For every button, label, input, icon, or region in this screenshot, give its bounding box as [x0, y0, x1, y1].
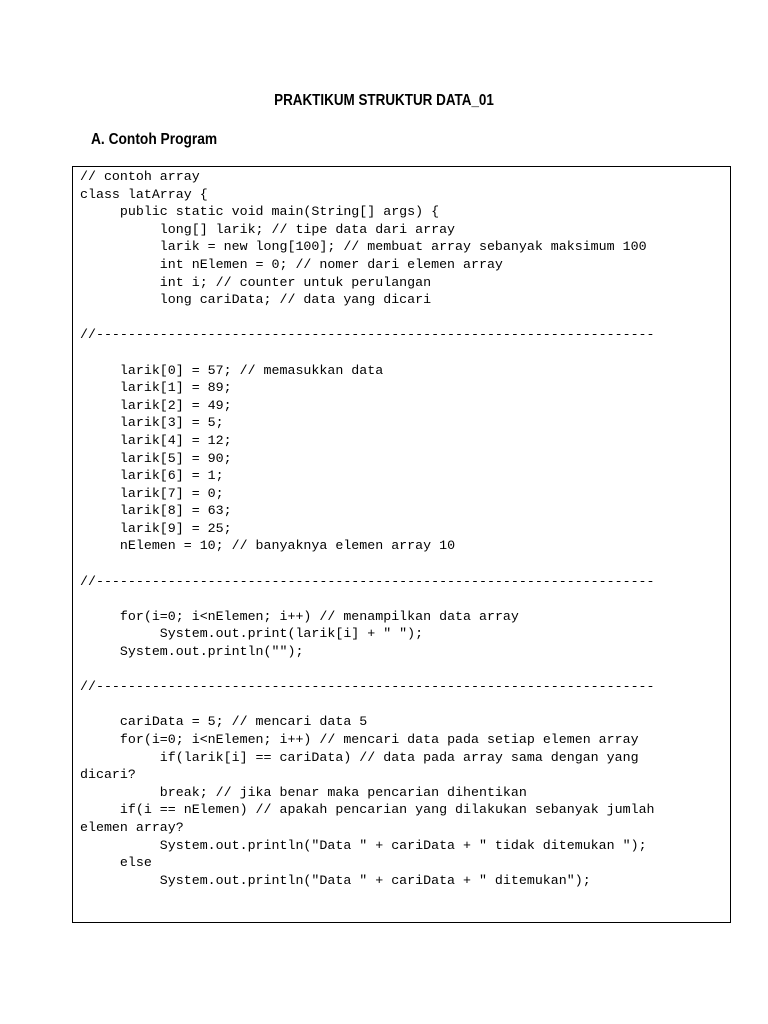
code-line: else — [80, 855, 152, 871]
code-line: long[] larik; // tipe data dari array — [80, 221, 456, 237]
code-line: System.out.println("Data " + cariData + " ditemukan"); — [80, 872, 591, 888]
code-line: for(i=0; i<nElemen; i++) // menampilkan data array — [80, 608, 519, 624]
code-line: //---------------------------------------------------------------------- — [80, 679, 655, 695]
code-line: nElemen = 10; // banyaknya elemen array 10 — [80, 538, 456, 554]
code-line: //---------------------------------------------------------------------- — [80, 327, 655, 343]
code-line: larik[0] = 57; // memasukkan data — [80, 362, 384, 378]
code-line: System.out.println(""); — [80, 644, 304, 660]
code-line: larik[5] = 90; — [80, 450, 232, 466]
code-line: larik = new long[100]; // membuat array sebanyak maksimum 100 — [80, 239, 647, 255]
code-line: for(i=0; i<nElemen; i++) // mencari data pada setiap elemen array — [80, 732, 639, 747]
code-line: larik[6] = 1; — [80, 468, 224, 484]
code-line: larik[2] = 49; — [80, 397, 232, 413]
code-line — [80, 590, 728, 608]
code-line: class latArray { — [80, 186, 208, 202]
code-line — [80, 309, 728, 327]
section-heading: A. Contoh Program — [91, 131, 218, 148]
code-line: long cariData; // data yang dicari — [80, 292, 432, 308]
code-line: larik[7] = 0; — [80, 485, 224, 501]
code-line: // contoh array — [80, 169, 200, 184]
code-line: cariData = 5; // mencari data 5 — [80, 714, 368, 730]
code-line: if(larik[i] == cariData) // data pada array sama dengan yang — [80, 749, 639, 765]
code-line: break; // jika benar maka pencarian dihentikan — [80, 784, 527, 800]
code-line: System.out.print(larik[i] + " "); — [80, 626, 424, 642]
code-line: public static void main(String[] args) { — [80, 204, 440, 220]
code-line: int i; // counter untuk perulangan — [80, 274, 432, 290]
code-line: System.out.println("Data " + cariData + " tidak ditemukan "); — [80, 837, 647, 853]
code-line — [80, 555, 728, 573]
code-listing-box — [72, 166, 731, 923]
code-line — [80, 696, 728, 714]
code-line: larik[3] = 5; — [80, 415, 224, 431]
code-line — [80, 344, 728, 362]
code-line — [80, 661, 728, 679]
code-listing — [80, 168, 728, 889]
document-title: PRAKTIKUM STRUKTUR DATA_01 — [274, 92, 494, 109]
code-line: larik[1] = 89; — [80, 380, 232, 396]
code-line: larik[8] = 63; — [80, 503, 232, 519]
code-line: elemen array? — [80, 819, 184, 835]
code-line: int nElemen = 0; // nomer dari elemen array — [80, 256, 503, 272]
code-line: larik[4] = 12; — [80, 432, 232, 448]
code-line: dicari? — [80, 767, 136, 783]
code-line: //---------------------------------------------------------------------- — [80, 573, 655, 589]
code-line: larik[9] = 25; — [80, 520, 232, 536]
code-line: if(i == nElemen) // apakah pencarian yang dilakukan sebanyak jumlah — [80, 802, 655, 818]
